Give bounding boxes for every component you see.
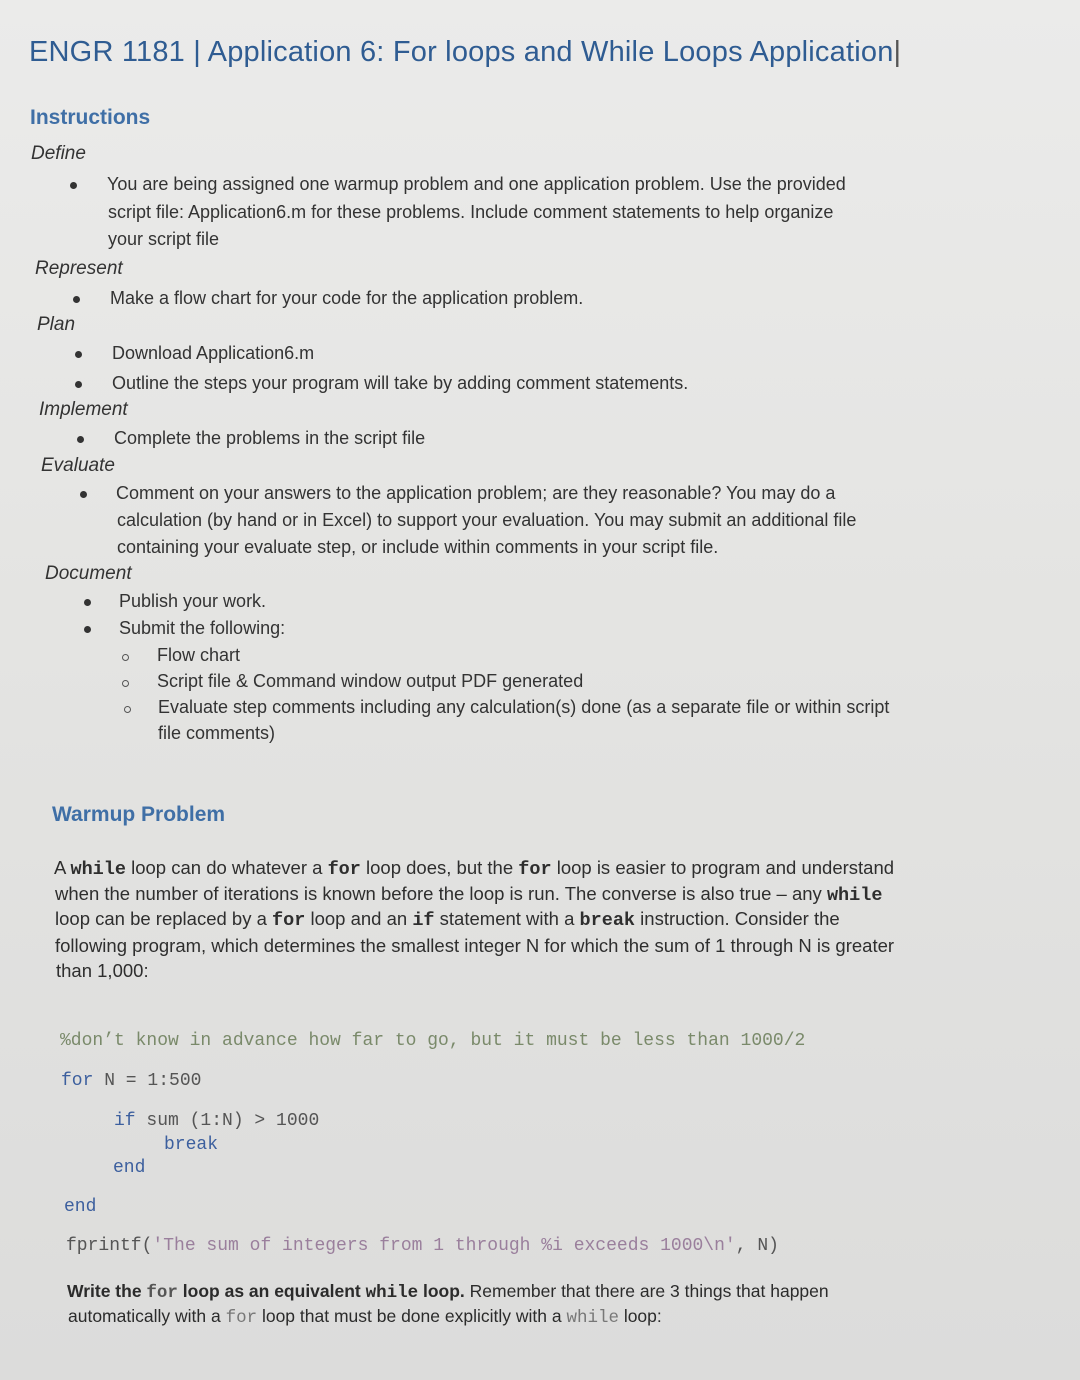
bullet-icon xyxy=(77,436,84,443)
bullet-icon xyxy=(75,381,82,388)
phase-evaluate: Evaluate xyxy=(41,455,115,476)
bullet-icon xyxy=(84,626,91,633)
plan-line-2: Outline the steps your program will take by adding comment statements. xyxy=(112,373,689,393)
document-line-2: Submit the following: xyxy=(119,618,286,638)
phase-represent: Represent xyxy=(35,258,123,279)
title-text: ENGR 1181 | Application 6: For loops and While Loops Application xyxy=(29,36,894,68)
submit-item-2: Script file & Command window output PDF generated xyxy=(157,671,584,691)
code-end-outer: end xyxy=(64,1197,97,1217)
phase-define: Define xyxy=(31,143,86,164)
define-line-2: script file: Application6.m for these problems. Include comment statements to help organize xyxy=(108,202,834,222)
evaluate-line-3: containing your evaluate step, or include within comments in your script file. xyxy=(117,537,719,557)
warmup-paragraph-line-5: than 1,000: xyxy=(56,960,149,981)
instructions-heading: Instructions xyxy=(30,106,151,129)
define-line-1: You are being assigned one warmup problem and one application problem. Use the provided xyxy=(107,174,846,194)
sub-bullet-icon xyxy=(124,706,131,713)
submit-item-3-cont: file comments) xyxy=(158,723,276,743)
evaluate-line-2: calculation (by hand or in Excel) to support your evaluation. You may submit an additional file xyxy=(117,510,857,530)
evaluate-line-1: Comment on your answers to the application problem; are they reasonable? You may do a xyxy=(116,483,836,503)
text-cursor: | xyxy=(893,36,902,68)
submit-item-1: Flow chart xyxy=(157,645,241,665)
code-if-line: if sum (1:N) > 1000 xyxy=(114,1111,320,1131)
warmup-paragraph-line-2: when the number of iterations is known before the loop is run. The converse is also true – any while xyxy=(55,883,883,906)
sub-bullet-icon xyxy=(122,654,129,661)
warmup-paragraph-line-4: following program, which determines the smallest integer N for which the sum of 1 through N is greater xyxy=(55,935,895,956)
code-end-inner: end xyxy=(113,1158,146,1178)
phase-document: Document xyxy=(45,563,132,584)
phase-implement: Implement xyxy=(39,399,128,420)
code-break-line: break xyxy=(164,1135,219,1155)
code-fprintf-line: fprintf('The sum of integers from 1 through %i exceeds 1000\n', N) xyxy=(66,1236,779,1256)
document-line-1: Publish your work. xyxy=(119,591,267,611)
submit-item-3: Evaluate step comments including any calculation(s) done (as a separate file or within script xyxy=(158,697,890,717)
warmup-heading: Warmup Problem xyxy=(52,803,226,826)
code-comment: %don’t know in advance how far to go, but it must be less than 1000/2 xyxy=(60,1031,806,1051)
page-title xyxy=(29,36,901,69)
warmup-paragraph-line-3: loop can be replaced by a for loop and an if statement with a break instruction. Consider the xyxy=(55,908,840,931)
represent-line-1: Make a flow chart for your code for the application problem. xyxy=(110,288,584,308)
bullet-icon xyxy=(73,296,80,303)
warmup-paragraph-line-1: A while loop can do whatever a for loop does, but the for loop is easier to program and understand xyxy=(54,857,895,880)
closing-line-1: Write the for loop as an equivalent while loop. Remember that there are 3 things that happen xyxy=(67,1281,829,1303)
bullet-icon xyxy=(70,182,77,189)
closing-line-2: automatically with a for loop that must be done explicitly with a while loop: xyxy=(68,1306,662,1328)
phase-plan: Plan xyxy=(37,314,76,335)
code-for-line: for N = 1:500 xyxy=(61,1071,202,1091)
bullet-icon xyxy=(75,351,82,358)
bullet-icon xyxy=(84,599,91,606)
sub-bullet-icon xyxy=(122,680,129,687)
define-line-3: your script file xyxy=(108,229,220,249)
plan-line-1: Download Application6.m xyxy=(112,343,315,363)
bullet-icon xyxy=(80,491,87,498)
implement-line-1: Complete the problems in the script file xyxy=(114,428,426,448)
